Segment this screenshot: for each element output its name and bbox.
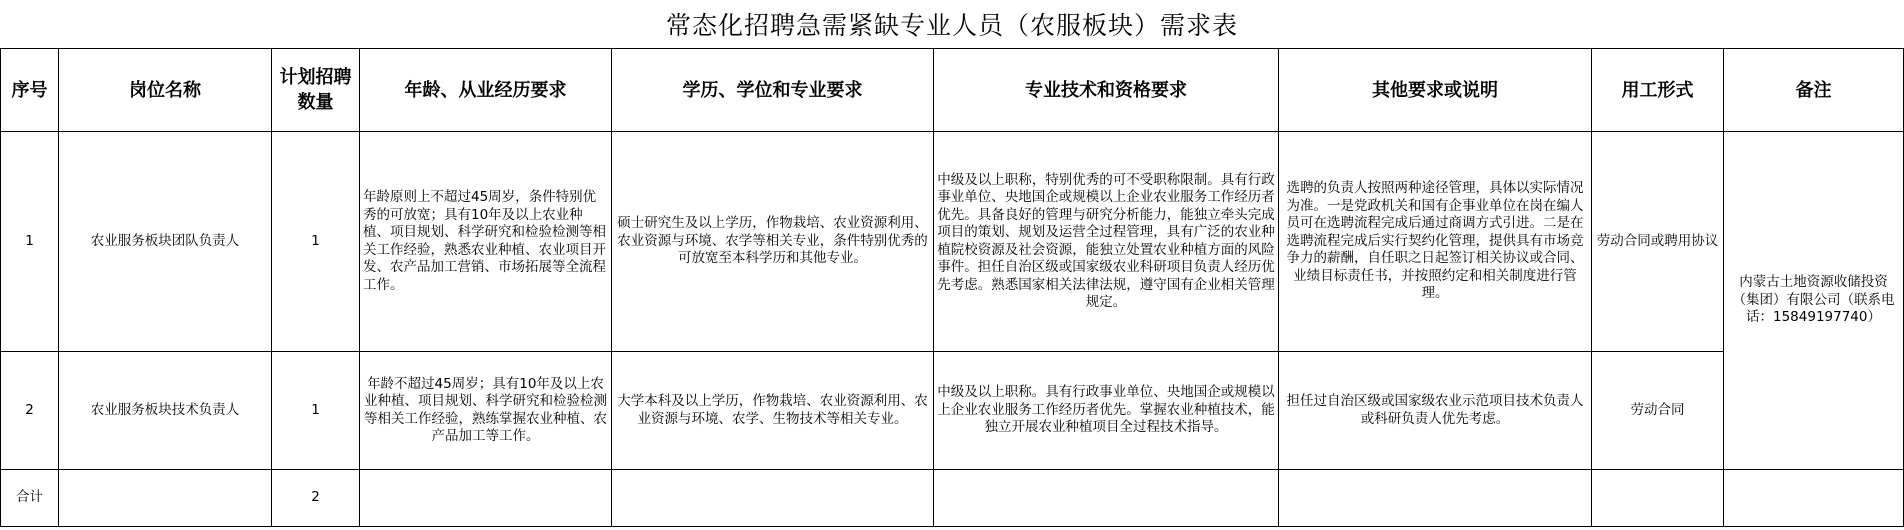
- cell-other: 选聘的负责人按照两种途径管理，具体以实际情况为准。一是党政机关和国有企事业单位在岗在编人员可在选聘流程完成后通过商调方式引进。二是在选聘流程完成后实行契约化管理，提供具有市场竞争力的薪酬，自任职之日起签订相关协议或合同、业绩目标责任书，并按照约定和相关制度进行管理。: [1279, 132, 1592, 352]
- cell-age-experience: 年龄不超过45周岁；具有10年及以上农业种植、项目规划、科学研究和检验检测等相关工作经验，熟练掌握农业种植、农产品加工等工作。: [360, 352, 612, 470]
- header-education: 学历、学位和专业要求: [612, 49, 934, 132]
- cell-seq: 1: [1, 132, 59, 352]
- cell-education: 硕士研究生及以上学历，作物栽培、农业资源利用、农业资源与环境、农学等相关专业，条件特别优秀的可放宽至本科学历和其他专业。: [612, 132, 934, 352]
- table-total-row: [1, 470, 1904, 527]
- cell-position: 农业服务板块技术负责人: [59, 352, 272, 470]
- header-employment: 用工形式: [1592, 49, 1724, 132]
- cell-empty: [612, 470, 934, 527]
- cell-position: 农业服务板块团队负责人: [59, 132, 272, 352]
- requirements-table: [0, 48, 1904, 527]
- cell-empty: [360, 470, 612, 527]
- cell-employment: 劳动合同或聘用协议: [1592, 132, 1724, 352]
- cell-empty: [1592, 470, 1724, 527]
- header-age-experience: 年龄、从业经历要求: [360, 49, 612, 132]
- cell-total-quota: 2: [272, 470, 360, 527]
- cell-empty: [934, 470, 1279, 527]
- table-row: [1, 352, 1904, 470]
- cell-quota: 1: [272, 132, 360, 352]
- cell-empty: [59, 470, 272, 527]
- header-other: 其他要求或说明: [1279, 49, 1592, 132]
- header-remark: 备注: [1724, 49, 1904, 132]
- cell-qualification: 中级及以上职称，特别优秀的可不受职称限制。具有行政事业单位、央地国企或规模以上企业农业服务工作经历者优先。具备良好的管理与研究分析能力，能独立牵头完成项目的策划、规划及运营全过程管理，具有广泛的农业种植院校资源及社会资源，能独立处置农业种植方面的风险事件。担任自治区级或国家级农业科研项目负责人经历优先考虑。熟悉国家相关法律法规，遵守国有企业相关管理规定。: [934, 132, 1279, 352]
- header-seq: 序号: [1, 49, 59, 132]
- header-quota: 计划招聘数量: [272, 49, 360, 132]
- cell-qualification: 中级及以上职称。具有行政事业单位、央地国企或规模以上企业农业服务工作经历者优先。掌握农业种植技术，能独立开展农业种植项目全过程技术指导。: [934, 352, 1279, 470]
- cell-seq: 2: [1, 352, 59, 470]
- cell-empty: [1724, 470, 1904, 527]
- cell-empty: [1279, 470, 1592, 527]
- cell-age-experience: 年龄原则上不超过45周岁，条件特别优秀的可放宽；具有10年及以上农业种植、项目规划、科学研究和检验检测等相关工作经验，熟悉农业种植、农业项目开发、农产品加工营销、市场拓展等全流程工作。: [360, 132, 612, 352]
- table-row: [1, 132, 1904, 352]
- cell-total-label: 合计: [1, 470, 59, 527]
- cell-education: 大学本科及以上学历，作物栽培、农业资源利用、农业资源与环境、农学、生物技术等相关专业。: [612, 352, 934, 470]
- cell-employment: 劳动合同: [1592, 352, 1724, 470]
- page-title: 常态化招聘急需紧缺专业人员（农服板块）需求表: [665, 11, 1238, 40]
- header-position: 岗位名称: [59, 49, 272, 132]
- table-header-row: [1, 49, 1904, 132]
- cell-other: 担任过自治区级或国家级农业示范项目技术负责人或科研负责人优先考虑。: [1279, 352, 1592, 470]
- header-qualification: 专业技术和资格要求: [934, 49, 1279, 132]
- cell-remark: 内蒙古土地资源收储投资（集团）有限公司（联系电话：15849197740）: [1724, 132, 1904, 470]
- cell-quota: 1: [272, 352, 360, 470]
